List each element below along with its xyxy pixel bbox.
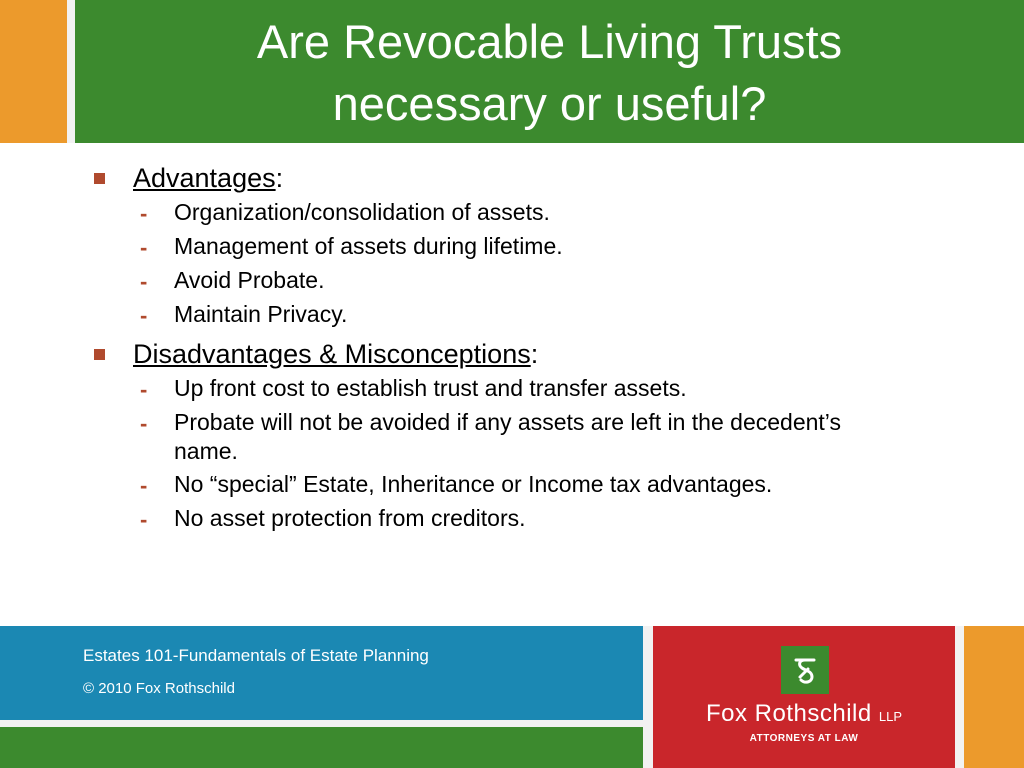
list-item: - Probate will not be avoided if any assets are left in the decedent’s name.	[140, 409, 841, 464]
footer-blue-band	[0, 626, 643, 720]
footer-divider	[955, 626, 964, 768]
footer-green-band	[0, 727, 643, 768]
square-bullet-icon	[94, 173, 105, 184]
dash-bullet-icon: -	[140, 235, 148, 260]
footer-divider	[0, 720, 643, 727]
bullet-advantages	[88, 160, 968, 196]
dash-bullet-icon: -	[140, 377, 148, 402]
footer-divider	[643, 626, 653, 768]
dash-bullet-icon: -	[140, 411, 148, 436]
list-item: - No asset protection from creditors.	[140, 505, 526, 532]
list-item: - Maintain Privacy.	[140, 301, 348, 328]
list-item: - Up front cost to establish trust and transfer assets.	[140, 375, 687, 402]
dash-bullet-icon: -	[140, 507, 148, 532]
header-orange-block	[0, 0, 67, 143]
footer-copyright: © 2010 Fox Rothschild	[83, 680, 235, 697]
section-heading: Disadvantages & Misconceptions	[133, 339, 531, 369]
slide-content	[88, 160, 968, 540]
slide-title: Are Revocable Living Trusts necessary or useful?	[256, 15, 843, 130]
section-disadvantages	[88, 336, 968, 534]
bullet-disadvantages	[88, 336, 968, 372]
advantages-list	[140, 198, 968, 330]
logo-suffix: LLP	[878, 709, 903, 724]
logo-tagline: ATTORNEYS AT LAW	[749, 733, 859, 744]
list-item: - Organization/consolidation of assets.	[140, 199, 550, 226]
header-divider	[67, 0, 75, 143]
disadvantages-list	[140, 374, 968, 534]
list-item: - No “special” Estate, Inheritance or Income tax advantages.	[140, 471, 773, 498]
list-item: - Management of assets during lifetime.	[140, 233, 563, 260]
section-advantages	[88, 160, 968, 330]
dash-bullet-icon: -	[140, 201, 148, 226]
heading-suffix: :	[530, 339, 539, 369]
dash-bullet-icon: -	[140, 269, 148, 294]
footer-orange-block	[964, 626, 1024, 768]
section-heading: Advantages	[133, 163, 276, 193]
fox-rothschild-logo-icon	[781, 646, 829, 694]
square-bullet-icon	[94, 349, 105, 360]
dash-bullet-icon: -	[140, 303, 148, 328]
heading-suffix: :	[275, 163, 284, 193]
footer-course-title: Estates 101-Fundamentals of Estate Planning	[83, 646, 429, 665]
list-item: - Avoid Probate.	[140, 267, 325, 294]
logo-wordmark: Fox Rothschild LLP	[705, 700, 903, 727]
dash-bullet-icon: -	[140, 473, 148, 498]
